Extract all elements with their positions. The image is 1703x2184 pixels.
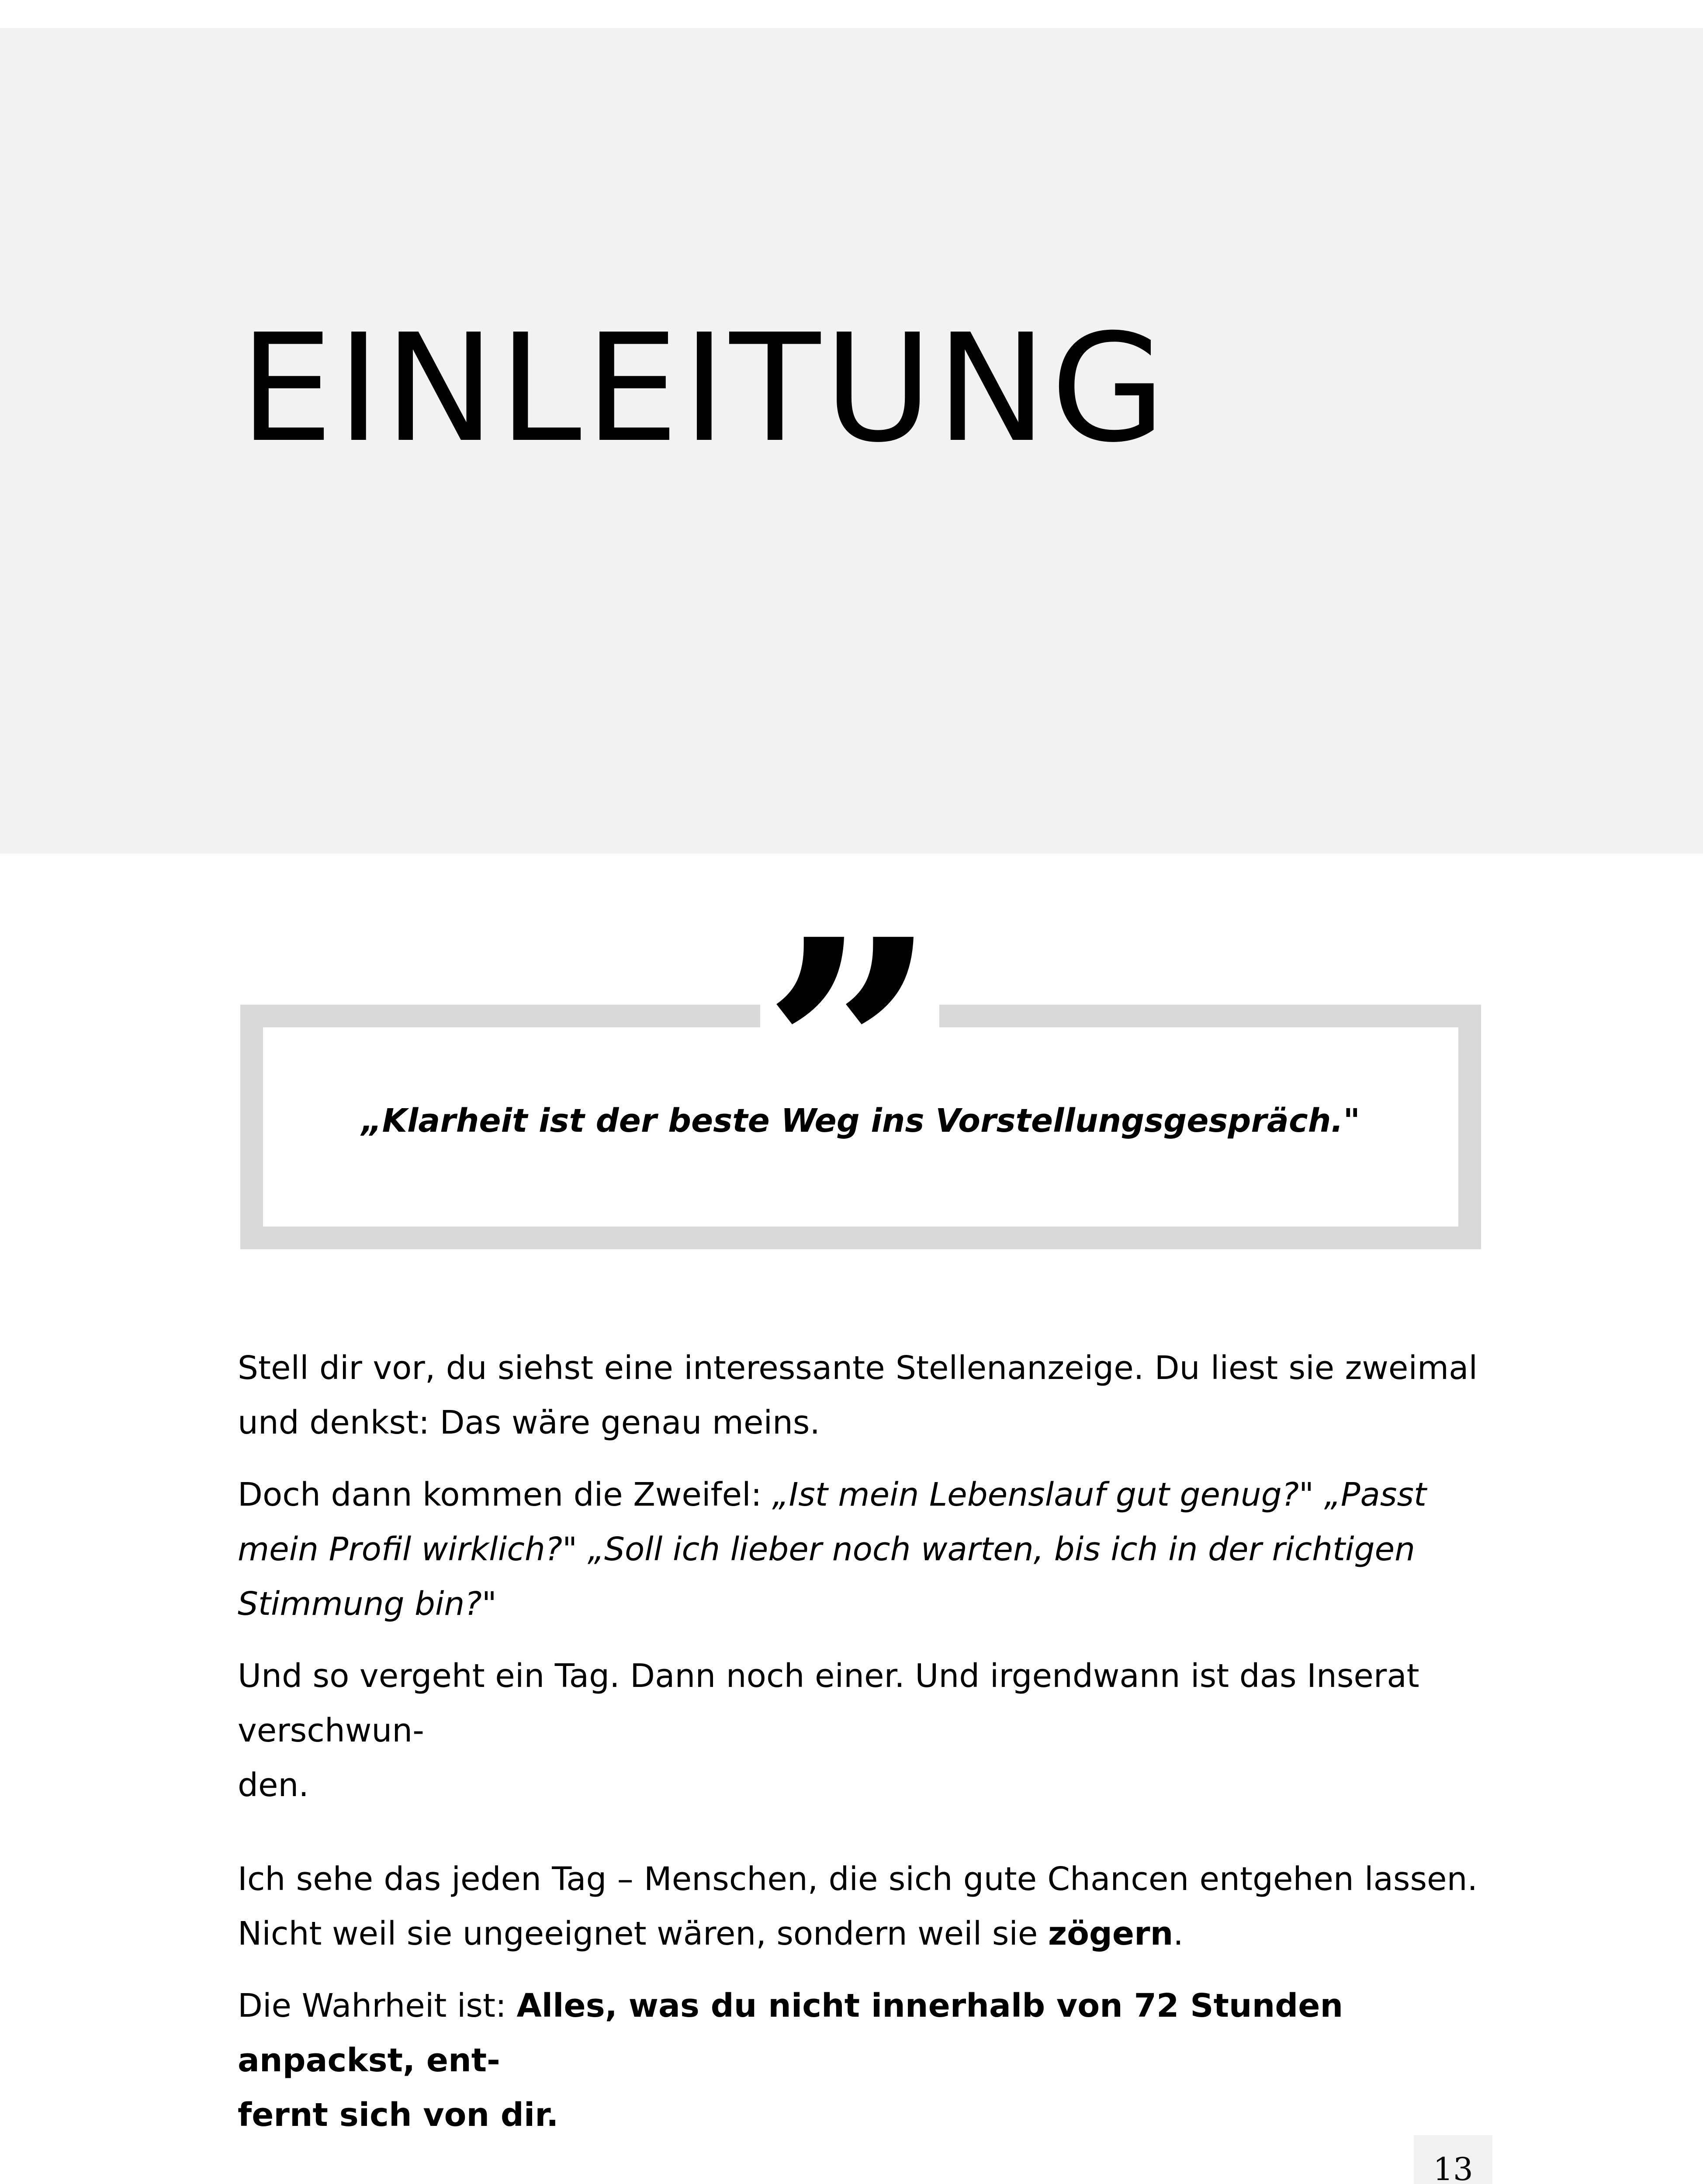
doubt-quote-2: „Passt mein Profil wirklich? xyxy=(238,1476,1427,1568)
quote-text: „Klarheit ist der beste Weg ins Vorstellungsgespräch." xyxy=(361,1102,1360,1140)
paragraph-3 xyxy=(238,1649,1478,1813)
paragraph-1: Stell dir vor, du siehst eine interessante Stellenanzeige. Du liest sie zweimal und denkst: Das wäre genau meins. xyxy=(238,1349,1478,1441)
paragraph-4-lead: Ich sehe das jeden Tag – Menschen, die sich gute Chancen entgehen lassen. Nicht weil sie ungeeignet wären, sondern weil sie xyxy=(238,1860,1478,1952)
paragraph-5 xyxy=(238,1979,1478,2143)
paragraph-4-emphasis: zögern xyxy=(1048,1915,1173,1952)
paragraph-5-emphasis-line-2: fernt sich von dir. xyxy=(238,2096,559,2134)
paragraph-2-lead: Doch dann kommen die Zweifel: xyxy=(238,1476,772,1514)
chapter-title: EINLEITUNG xyxy=(239,302,1170,475)
paragraph-5-emphasis-line-1: Alles, was du nicht innerhalb von 72 Stunden anpackst, ent- xyxy=(238,1987,1343,2079)
doubt-quote-1-close: " xyxy=(1299,1476,1324,1514)
paragraph-4-end: . xyxy=(1173,1915,1184,1952)
page-number: 13 xyxy=(1433,2151,1473,2184)
paragraph-2 xyxy=(238,1468,1478,1631)
body-text xyxy=(238,1341,1478,2160)
paragraph-4 xyxy=(238,1852,1478,1961)
paragraph-3-line-1: Und so vergeht ein Tag. Dann noch einer. Und irgendwann ist das Inserat verschwun- xyxy=(238,1657,1419,1749)
paragraph-5-lead: Die Wahrheit ist: xyxy=(238,1987,517,2025)
doubt-quote-3: „Soll ich lieber noch warten, bis ich in der richtigen Stimmung bin? xyxy=(238,1531,1416,1623)
doubt-quote-2-close: " xyxy=(562,1531,588,1568)
quotation-mark-icon: ” xyxy=(762,873,938,1232)
paragraph-3-line-2: den. xyxy=(238,1766,309,1804)
doubt-quote-1: „Ist mein Lebenslauf gut genug? xyxy=(772,1476,1299,1514)
doubt-quote-3-close: " xyxy=(481,1585,497,1623)
